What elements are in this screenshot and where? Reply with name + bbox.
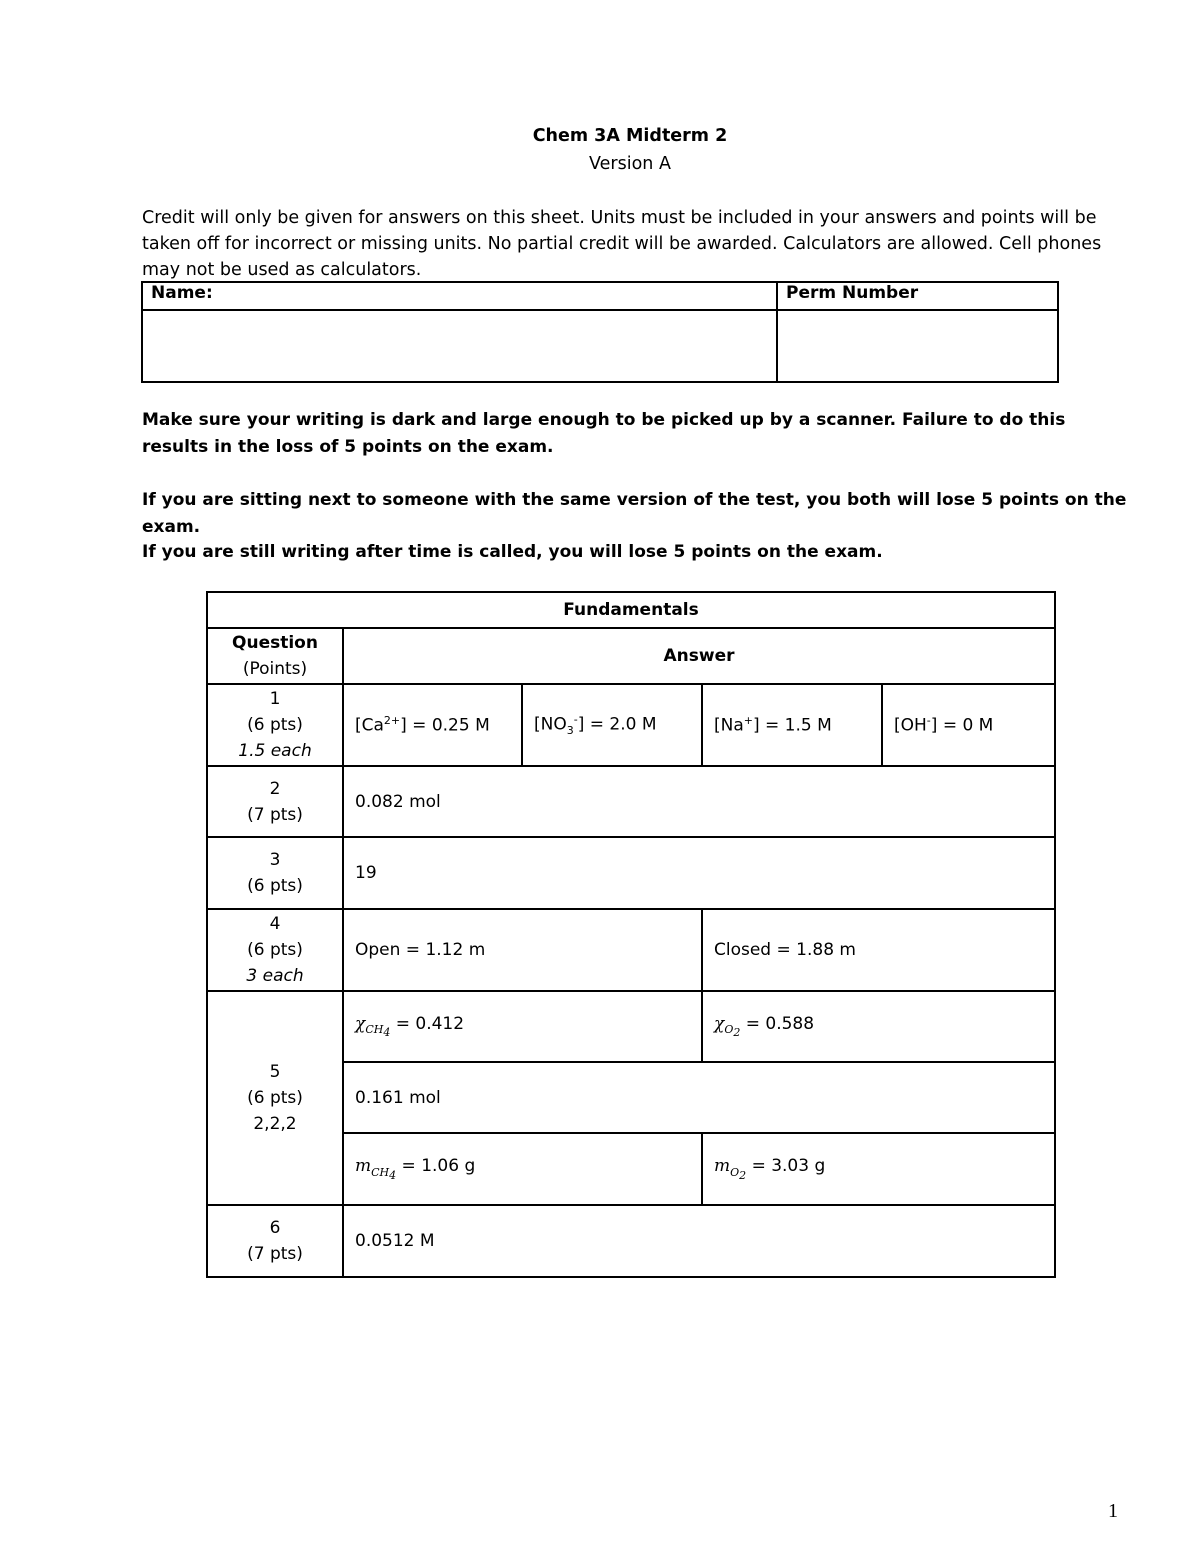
no3-subscript: 3 xyxy=(566,724,574,738)
version-label: Version A xyxy=(589,154,671,174)
instructions-text: Credit will only be given for answers on this sheet. Units must be included in your answers and points will be taken off for incorrect or missing units. No partial credit will be awarded. Calculators are allowed. Cell phones may not be used as calculators. xyxy=(142,208,1102,280)
name-label: Name: xyxy=(142,282,777,310)
mass-symbol: m xyxy=(355,1156,372,1177)
table-row xyxy=(207,909,1055,991)
chi-symbol: χ xyxy=(714,1013,725,1034)
na-pre: [Na xyxy=(714,715,744,736)
table-row xyxy=(207,766,1055,837)
question-number: 6 xyxy=(269,1218,281,1238)
ca-charge: 2+ xyxy=(383,714,401,728)
question-points: (6 pts) xyxy=(247,1088,303,1108)
seating-warning: If you are sitting next to someone with the same version of the test, you both will lose 5 points on the exam. xyxy=(142,490,1127,537)
question-number: 4 xyxy=(269,914,281,934)
answer-cell: 0.0512 M xyxy=(343,1205,1055,1277)
page-title: Chem 3A Midterm 2 xyxy=(532,126,728,146)
question-number: 2 xyxy=(269,778,281,799)
no3-pre: [NO xyxy=(534,714,567,735)
question-number: 1 xyxy=(269,689,281,709)
no3-charge: - xyxy=(573,712,578,726)
na-charge: + xyxy=(743,714,753,728)
o2-subscript-digit: 2 xyxy=(733,1026,741,1040)
question-header-label: Question xyxy=(232,633,318,653)
answer-header: Answer xyxy=(343,628,1055,684)
question-cell xyxy=(207,684,343,766)
answer-cell: 19 xyxy=(343,837,1055,909)
answer-cell-oh xyxy=(882,684,1055,766)
table-title: Fundamentals xyxy=(207,592,1055,628)
question-points: (6 pts) xyxy=(247,715,303,735)
no3-value: ] = 2.0 M xyxy=(577,714,657,735)
o-subscript: O xyxy=(730,1165,740,1179)
question-cell xyxy=(207,766,343,837)
scanner-warning: Make sure your writing is dark and large enough to be picked up by a scanner. Failure to do this results in the loss of 5 points on the exam. xyxy=(142,410,1066,457)
question-note: 2,2,2 xyxy=(253,1114,297,1134)
question-note: 1.5 each xyxy=(238,741,312,761)
answer-cell-na xyxy=(702,684,882,766)
chi-o2-value: = 0.588 xyxy=(745,1013,815,1034)
answer-cell-chi-o2 xyxy=(702,991,1055,1062)
question-cell xyxy=(207,1205,343,1277)
na-value: ] = 1.5 M xyxy=(753,715,832,736)
answer-cell-m-o2 xyxy=(702,1133,1055,1205)
ch-subscript: CH xyxy=(365,1023,384,1037)
points-header-label: (Points) xyxy=(242,659,308,679)
o-subscript: O xyxy=(724,1023,734,1037)
answer-cell-no3 xyxy=(522,684,702,766)
ca-pre: [Ca xyxy=(355,715,384,736)
ca-value: ] = 0.25 M xyxy=(400,715,490,736)
question-points: (7 pts) xyxy=(247,804,303,825)
perm-number-field[interactable] xyxy=(777,310,1058,382)
ch4-subscript-digit: 4 xyxy=(383,1026,391,1040)
question-points: (6 pts) xyxy=(247,940,303,960)
student-id-table xyxy=(141,281,1059,383)
time-warning: If you are still writing after time is called, you will lose 5 points on the exam. xyxy=(142,542,883,562)
o2-subscript-digit: 2 xyxy=(739,1168,747,1182)
perm-number-label: Perm Number xyxy=(777,282,1058,310)
answer-cell-open: Open = 1.12 m xyxy=(343,909,702,991)
question-number: 3 xyxy=(269,850,281,870)
question-cell xyxy=(207,837,343,909)
name-field[interactable] xyxy=(142,310,777,382)
question-number: 5 xyxy=(269,1062,281,1082)
m-o2-value: = 3.03 g xyxy=(751,1156,826,1177)
answer-cell-closed: Closed = 1.88 m xyxy=(702,909,1055,991)
table-row xyxy=(207,991,1055,1062)
answer-cell-chi-ch4 xyxy=(343,991,702,1062)
answer-cell: 0.082 mol xyxy=(343,766,1055,837)
answer-table xyxy=(206,591,1056,1278)
question-note: 3 each xyxy=(246,966,304,986)
table-row xyxy=(207,1205,1055,1277)
question-points: (6 pts) xyxy=(247,876,303,896)
mass-symbol: m xyxy=(714,1156,731,1177)
answer-cell-m-ch4 xyxy=(343,1133,702,1205)
answer-cell-ca xyxy=(343,684,522,766)
answer-cell-moles: 0.161 mol xyxy=(343,1062,1055,1133)
question-points: (7 pts) xyxy=(247,1244,303,1264)
oh-value: ] = 0 M xyxy=(930,715,994,736)
question-cell xyxy=(207,991,343,1205)
ch4-subscript-digit: 4 xyxy=(389,1168,397,1182)
oh-charge: - xyxy=(926,714,931,728)
oh-pre: [OH xyxy=(894,715,927,736)
chi-ch4-value: = 0.412 xyxy=(395,1013,465,1034)
table-row xyxy=(207,837,1055,909)
m-ch4-value: = 1.06 g xyxy=(401,1156,476,1177)
table-row xyxy=(207,684,1055,766)
ch-subscript: CH xyxy=(371,1165,390,1179)
question-cell xyxy=(207,909,343,991)
chi-symbol: χ xyxy=(355,1013,366,1034)
page-number: 1 xyxy=(1108,1500,1118,1522)
question-header xyxy=(207,628,343,684)
